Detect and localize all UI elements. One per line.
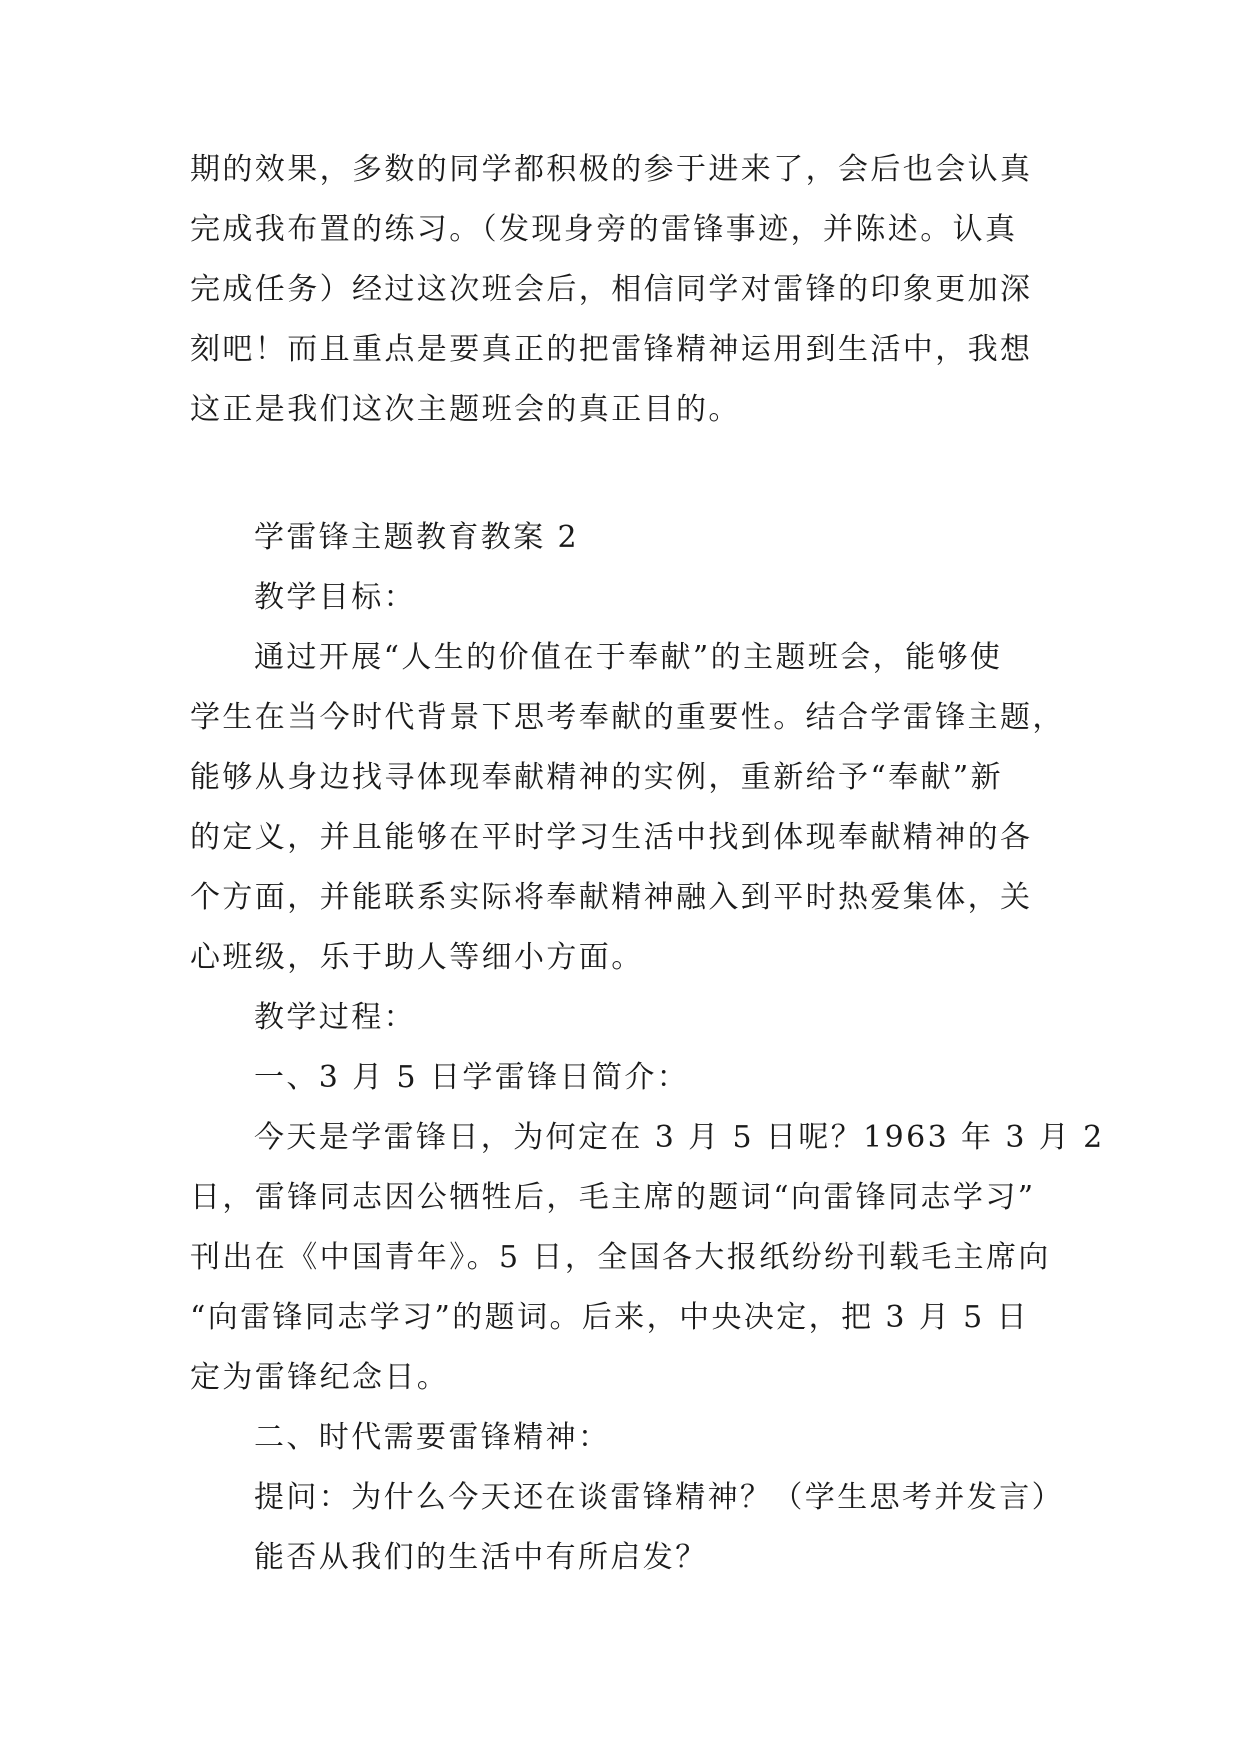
paragraph-line: 完成我布置的练习。（发现身旁的雷锋事迹，并陈述。认真 [190, 212, 1018, 247]
paragraph-line: 日，雷锋同志因公牺牲后，毛主席的题词“向雷锋同志学习” [190, 1180, 1036, 1215]
paragraph-line: “向雷锋同志学习”的题词。后来，中央决定，把 3 月 5 日 [190, 1300, 1029, 1335]
paragraph-line: 期的效果，多数的同学都积极的参于进来了，会后也会认真 [190, 152, 1033, 187]
section-title: 学雷锋主题教育教案 2 [254, 520, 580, 555]
paragraph-line: 完成任务）经过这次班会后，相信同学对雷锋的印象更加深 [190, 272, 1033, 307]
paragraph-line: 学生在当今时代背景下思考奉献的重要性。结合学雷锋主题， [190, 700, 1065, 735]
section-heading: 教学目标： [254, 580, 416, 615]
paragraph-line: 个方面，并能联系实际将奉献精神融入到平时热爱集体，关 [190, 880, 1033, 915]
paragraph-line: 能否从我们的生活中有所启发？ [254, 1540, 708, 1575]
section-heading: 一、3 月 5 日学雷锋日简介： [254, 1060, 690, 1095]
paragraph-line: 提问：为什么今天还在谈雷锋精神？（学生思考并发言） [254, 1480, 1064, 1515]
paragraph-line: 通过开展“人生的价值在于奉献”的主题班会，能够使 [254, 640, 1003, 675]
paragraph-line: 的定义，并且能够在平时学习生活中找到体现奉献精神的各 [190, 820, 1033, 855]
paragraph-line: 今天是学雷锋日，为何定在 3 月 5 日呢？1963 年 3 月 2 [254, 1120, 1105, 1155]
paragraph-line: 刊出在《中国青年》。5 日，全国各大报纸纷纷刊载毛主席向 [190, 1240, 1051, 1275]
paragraph-line: 心班级，乐于助人等细小方面。 [190, 940, 644, 975]
paragraph-line: 这正是我们这次主题班会的真正目的。 [190, 392, 741, 427]
section-heading: 教学过程： [254, 1000, 416, 1035]
paragraph-line: 能够从身边找寻体现奉献精神的实例，重新给予“奉献”新 [190, 760, 1004, 795]
paragraph-line: 刻吧！而且重点是要真正的把雷锋精神运用到生活中，我想 [190, 332, 1033, 367]
section-heading: 二、时代需要雷锋精神： [254, 1420, 611, 1455]
paragraph-line: 定为雷锋纪念日。 [190, 1360, 450, 1395]
